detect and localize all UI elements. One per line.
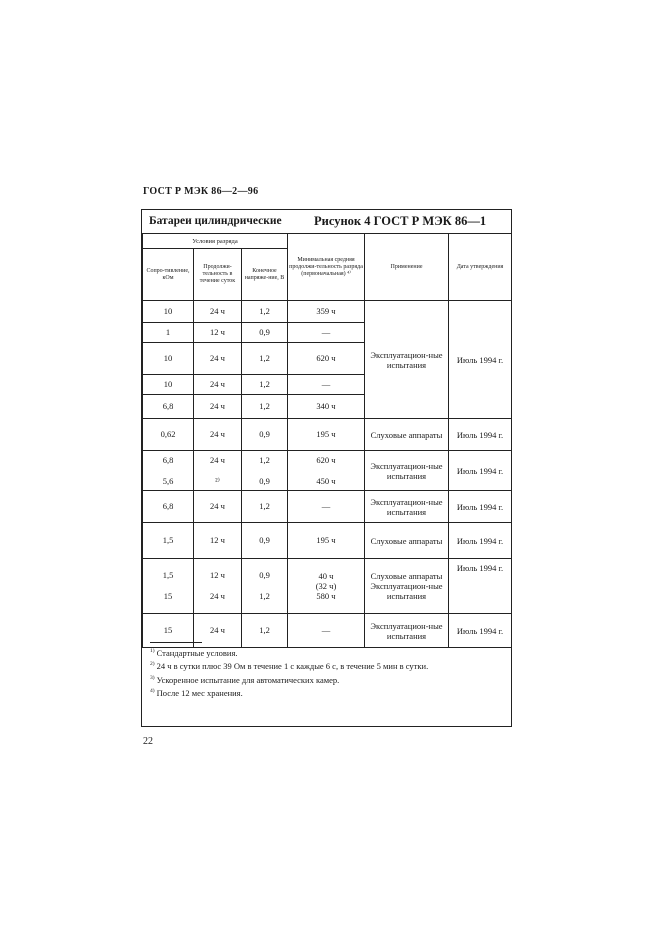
footnotes <box>150 642 505 699</box>
approval-date-header: Дата утверждения <box>449 234 512 301</box>
voltage-cell: 0,9 <box>242 419 288 451</box>
figure-reference: Рисунок 4 ГОСТ Р МЭК 86—1 <box>314 214 487 228</box>
voltage-cell: 0,9 <box>242 523 288 559</box>
application-cell: Эксплуатацион-ные испытания <box>365 614 449 648</box>
battery-type-title: Батареи цилиндрические <box>149 215 282 227</box>
min-duration-cell: 620 ч <box>288 343 365 375</box>
voltage-cell: 0,9 1,2 <box>242 559 288 614</box>
footnote: $^{1)}$ Стандартные условия. <box>150 647 238 658</box>
min-duration-cell: 620 ч 450 ч <box>288 451 365 491</box>
table-row <box>143 559 512 614</box>
duration-cell: 12 ч <box>194 323 242 343</box>
table-row <box>143 523 512 559</box>
min-duration-cell: 340 ч <box>288 395 365 419</box>
resistance-header: Сопро-тивление, кОм <box>143 249 194 301</box>
table-row <box>143 451 512 491</box>
voltage-cell: 1,2 <box>242 375 288 395</box>
resistance-cell: 0,62 <box>143 419 194 451</box>
page-number: 22 <box>143 736 153 747</box>
table-frame <box>141 209 512 727</box>
duration-cell: 24 ч <box>194 301 242 323</box>
min-duration-cell: 195 ч <box>288 523 365 559</box>
voltage-cell: 0,9 <box>242 323 288 343</box>
resistance-cell: 6,8 <box>143 491 194 523</box>
min-duration-cell: 40 ч (32 ч) 580 ч <box>288 559 365 614</box>
resistance-cell: 1 <box>143 323 194 343</box>
voltage-cell: 1,2 <box>242 614 288 648</box>
resistance-cell: 6,8 <box>143 395 194 419</box>
application-cell: Эксплуатацион-ные испытания <box>365 491 449 523</box>
duration-cell: 24 ч <box>194 614 242 648</box>
duration-cell: 24 ч <box>194 491 242 523</box>
voltage-cell: 1,2 <box>242 301 288 323</box>
min-duration-header: Минимальная средняя продолжи-тельность разряда (первоначальная) ⁴⁾ <box>288 234 365 301</box>
duration-cell: 12 ч <box>194 523 242 559</box>
document-id: ГОСТ Р МЭК 86—2—96 <box>143 186 259 197</box>
min-duration-cell: — <box>288 323 365 343</box>
duration-cell: 24 ч <box>194 395 242 419</box>
application-cell: Слуховые аппараты <box>365 523 449 559</box>
resistance-cell: 10 <box>143 343 194 375</box>
application-cell: Слуховые аппараты <box>365 419 449 451</box>
voltage-cell: 1,2 0,9 <box>242 451 288 491</box>
duration-cell: 12 ч 24 ч <box>194 559 242 614</box>
voltage-cell: 1,2 <box>242 491 288 523</box>
resistance-cell: 1,5 15 <box>143 559 194 614</box>
approval-date-cell: Июль 1994 г. <box>449 301 512 419</box>
footnote: $^{2)}$ 24 ч в сутки плюс 39 Ом в течение 1 с каждые 6 с, в течение 5 мин в сутки. <box>150 661 429 672</box>
approval-date-cell: Июль 1994 г. <box>449 614 512 648</box>
resistance-cell: 6,8 5,6 <box>143 451 194 491</box>
approval-date-cell: Июль 1994 г. <box>449 559 512 614</box>
application-cell: Эксплуатацион-ные испытания <box>365 301 449 419</box>
voltage-cell: 1,2 <box>242 395 288 419</box>
approval-date-cell: Июль 1994 г. <box>449 451 512 491</box>
duration-cell: 24 ч <box>194 419 242 451</box>
frame-title <box>142 210 511 234</box>
voltage-cell: 1,2 <box>242 343 288 375</box>
approval-date-cell: Июль 1994 г. <box>449 419 512 451</box>
min-duration-cell: — <box>288 491 365 523</box>
resistance-cell: 10 <box>143 375 194 395</box>
table-row <box>143 301 512 323</box>
min-duration-cell: — <box>288 375 365 395</box>
application-header: Применение <box>365 234 449 301</box>
discharge-conditions-header: Условия разряда <box>143 234 288 249</box>
resistance-cell: 1,5 <box>143 523 194 559</box>
duration-cell: 24 ч <box>194 375 242 395</box>
table-row <box>143 419 512 451</box>
footnote: $^{3)}$ Ускоренное испытание для автоматических камер. <box>150 674 340 685</box>
min-duration-cell: 359 ч <box>288 301 365 323</box>
min-duration-cell: 195 ч <box>288 419 365 451</box>
duration-cell: 24 ч <box>194 343 242 375</box>
resistance-cell: 15 <box>143 614 194 648</box>
min-duration-cell: — <box>288 614 365 648</box>
approval-date-cell: Июль 1994 г. <box>449 491 512 523</box>
duration-cell: 24 ч ²⁾ <box>194 451 242 491</box>
discharge-table <box>142 233 512 648</box>
voltage-header: Конечное напряже-ние, В <box>242 249 288 301</box>
footnote-divider <box>150 642 202 643</box>
duration-header: Продолжи-тельность в течение суток <box>194 249 242 301</box>
approval-date-cell: Июль 1994 г. <box>449 523 512 559</box>
footnote: $^{4)}$ После 12 мес хранения. <box>150 687 243 698</box>
resistance-cell: 10 <box>143 301 194 323</box>
application-cell: Эксплуатацион-ные испытания <box>365 451 449 491</box>
table-row <box>143 491 512 523</box>
application-cell: Слуховые аппараты Эксплуатацион-ные испытания <box>365 559 449 614</box>
